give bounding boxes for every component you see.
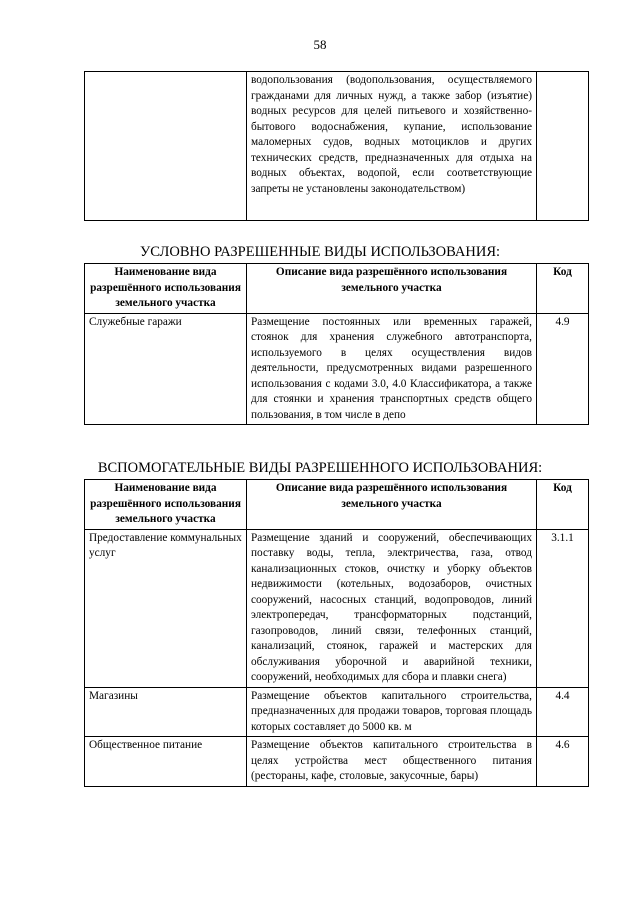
table-header-row <box>85 480 589 530</box>
header-description: Описание вида разрешённого использования земельного участка <box>247 480 537 530</box>
use-description: Размещение объектов капитального строительства в целях устройства мест общественного питания (рестораны, кафе, столовые, закусочные, бары) <box>247 737 537 787</box>
use-description: Размещение зданий и сооружений, обеспечивающих поставку воды, тепла, электричества, газа, отвод канализационных стоков, очистку и уборку объектов недвижимости (котельных, водозаборов, очистных сооружений, насосных станций, водопроводов, линий электропередач, трансформаторных подстанций, газопроводов, линий связи, телефонных станций, канализаций, стоянок, гаражей и мастерских для обслуживания уборочной и аварийной техники, сооружений, необходимых для сбора и плавки снега) <box>247 529 537 687</box>
use-name: Магазины <box>85 687 247 737</box>
use-name: Общественное питание <box>85 737 247 787</box>
table-row <box>85 529 589 687</box>
use-code: 4.6 <box>537 737 589 787</box>
table-row <box>85 313 589 425</box>
use-code: 4.9 <box>537 313 589 425</box>
use-code: 3.1.1 <box>537 529 589 687</box>
auxiliary-uses-table <box>84 479 589 787</box>
continued-description: водопользования (водопользования, осуществляемого гражданами для личных нужд, а также забор (изъятие) водных ресурсов для целей питьевого и хозяйственно-бытового водоснабжения, купание, использование маломерных судов, водных мотоциклов и других технических средств, предназначенных для отдыха на водных объектах, водопой, если соответствующие запреты не установлены законодательством) <box>247 72 537 221</box>
table-row <box>85 72 589 221</box>
header-code: Код <box>537 480 589 530</box>
empty-name-cell <box>85 72 247 221</box>
header-code: Код <box>537 264 589 314</box>
table-row <box>85 737 589 787</box>
use-description: Размещение постоянных или временных гаражей, стоянок для хранения служебного автотранспорта, используемого в целях осуществления видов деятельности, предусмотренных видами разрешенного использования с кодами 3.0, 4.0 Классификатора, а также для стоянки и хранения транспортных средств общего пользования, в том числе в депо <box>247 313 537 425</box>
auxiliary-section-title: ВСПОМОГАТЕЛЬНЫЕ ВИДЫ РАЗРЕШЕННОГО ИСПОЛЬЗОВАНИЯ: <box>97 460 543 476</box>
conditional-section-title: УСЛОВНО РАЗРЕШЕННЫЕ ВИДЫ ИСПОЛЬЗОВАНИЯ: <box>139 244 501 260</box>
continued-table <box>84 71 589 221</box>
header-name: Наименование вида разрешённого использования земельного участка <box>85 264 247 314</box>
conditional-uses-table <box>84 263 589 425</box>
use-description: Размещение объектов капитального строительства, предназначенных для продажи товаров, торговая площадь которых составляет до 5000 кв. м <box>247 687 537 737</box>
page-number: 58 <box>313 37 327 52</box>
use-name: Служебные гаражи <box>85 313 247 425</box>
table-row <box>85 687 589 737</box>
header-name: Наименование вида разрешённого использования земельного участка <box>85 480 247 530</box>
use-code: 4.4 <box>537 687 589 737</box>
use-name: Предоставление коммунальных услуг <box>85 529 247 687</box>
table-header-row <box>85 264 589 314</box>
header-description: Описание вида разрешённого использования земельного участка <box>247 264 537 314</box>
empty-code-cell <box>537 72 589 221</box>
